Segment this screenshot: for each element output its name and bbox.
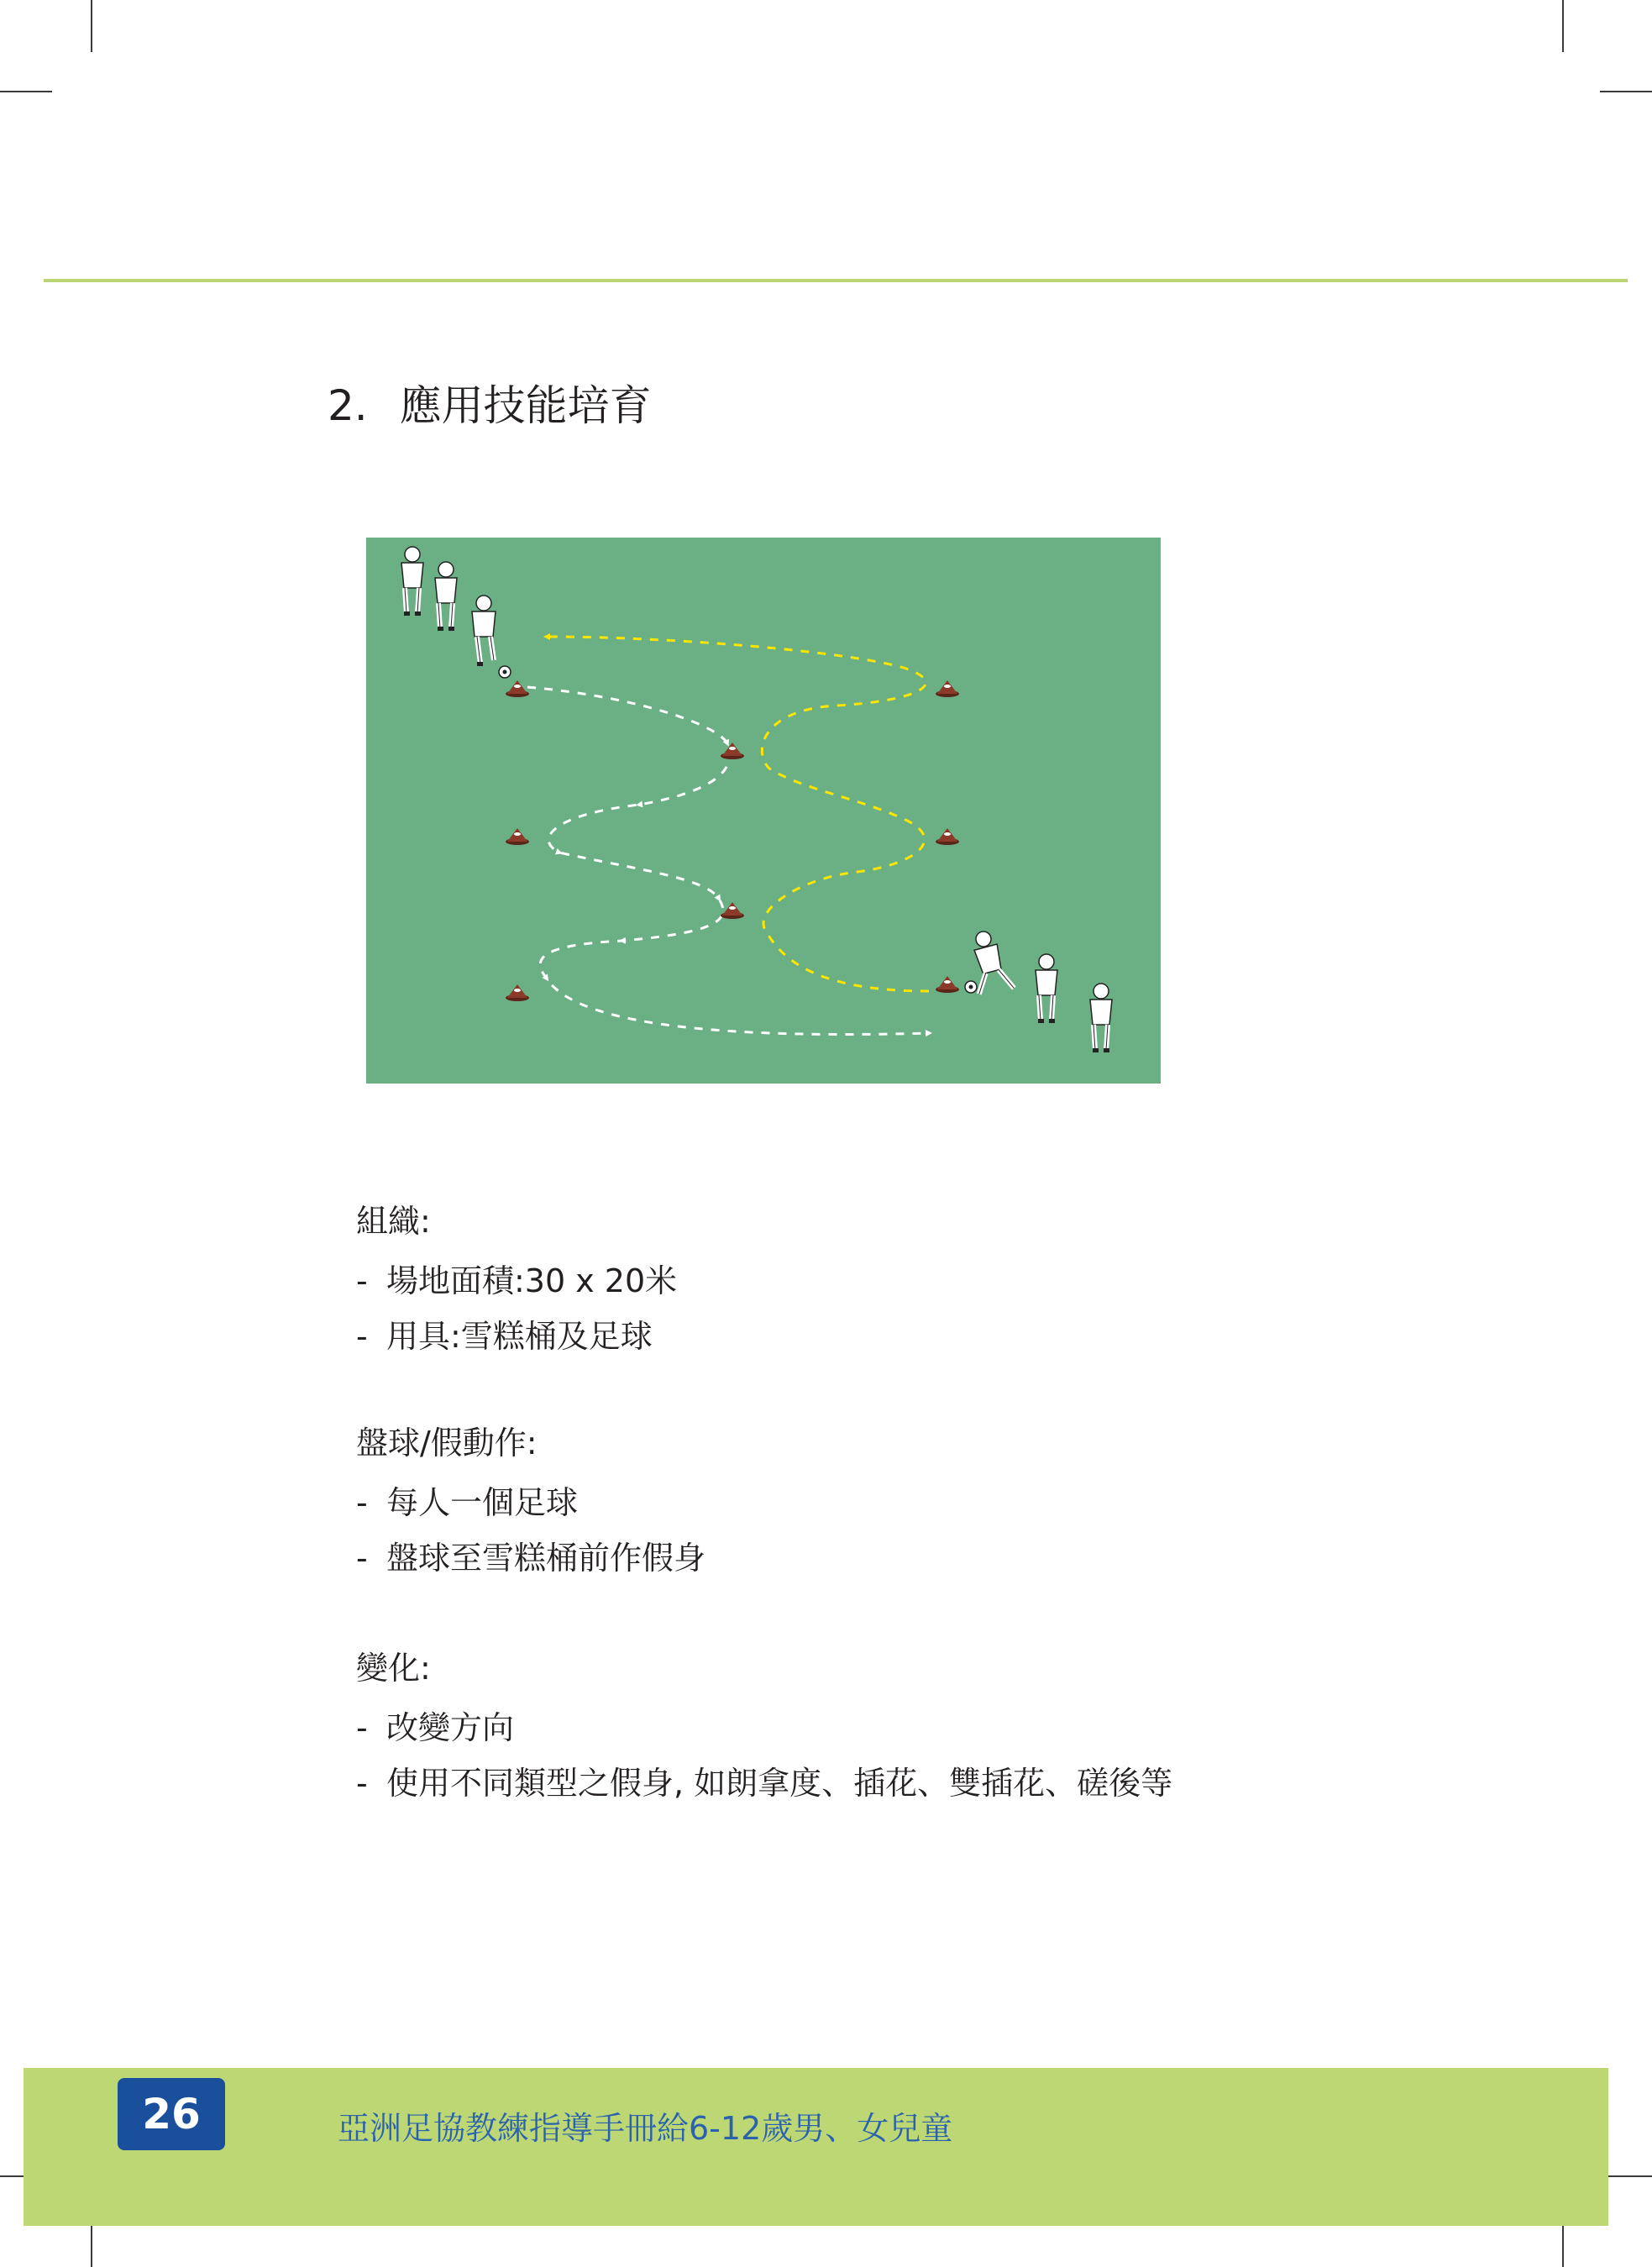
top-rule xyxy=(44,279,1628,282)
ball-icon xyxy=(965,981,977,993)
page-number-badge: 26 xyxy=(118,2078,225,2150)
bullet-list xyxy=(356,1253,677,1364)
list-item-text: 使用不同類型之假身, 如朗拿度、插花、雙插花、磋後等 xyxy=(386,1765,1173,1802)
list-item-text: 每人一個足球 xyxy=(386,1484,579,1521)
cone-icon xyxy=(721,743,744,759)
section-title: 變化: xyxy=(356,1650,431,1687)
section-title: 組織: xyxy=(356,1203,431,1240)
list-item-text: 盤球至雪糕桶前作假身 xyxy=(386,1540,706,1577)
cone-icon xyxy=(721,902,744,919)
cone-icon xyxy=(506,680,529,697)
list-item-text: 場地面積:30 x 20米 xyxy=(386,1262,678,1299)
crop-mark xyxy=(0,91,52,92)
heading-number: 2. xyxy=(328,381,368,430)
drill-diagram xyxy=(366,538,1161,1084)
cone-icon xyxy=(506,984,529,1001)
list-item-text: 改變方向 xyxy=(386,1709,515,1746)
cone-icon xyxy=(936,828,959,845)
list-item: - 用具:雪糕桶及足球 xyxy=(356,1318,653,1355)
player-icon xyxy=(472,596,496,666)
player-icon xyxy=(1090,984,1112,1052)
cone-icon xyxy=(506,828,529,845)
section-organization xyxy=(356,1196,677,1364)
player-icon xyxy=(435,562,457,631)
crop-mark xyxy=(1600,91,1652,92)
bullet-list xyxy=(356,1700,1172,1811)
list-item: - 使用不同類型之假身, 如朗拿度、插花、雙插花、磋後等 xyxy=(356,1765,1173,1802)
footer-title: 亞洲足協教練指導手冊給6-12歲男、女兒童 xyxy=(338,2110,953,2147)
yellow-dashed-arrow-path xyxy=(547,637,929,991)
list-item: - 場地面積:30 x 20米 xyxy=(356,1262,678,1299)
list-item: - 盤球至雪糕桶前作假身 xyxy=(356,1540,706,1577)
cone-icon xyxy=(936,680,959,697)
section-title: 盤球/假動作: xyxy=(356,1425,538,1461)
list-item-text: 用具:雪糕桶及足球 xyxy=(386,1318,653,1355)
bullet-list xyxy=(356,1475,705,1586)
list-item: - 每人一個足球 xyxy=(356,1484,579,1521)
section-dribbling xyxy=(356,1418,705,1586)
crop-mark xyxy=(91,0,92,52)
white-dashed-arrow-path xyxy=(527,687,929,1034)
list-item: - 改變方向 xyxy=(356,1709,515,1746)
section-heading xyxy=(328,376,652,435)
player-icon xyxy=(1036,954,1057,1023)
section-variations xyxy=(356,1643,1172,1811)
ball-icon xyxy=(499,666,511,678)
player-icon xyxy=(401,547,423,616)
crop-mark xyxy=(1562,0,1564,52)
cone-icon xyxy=(936,976,959,993)
heading-title: 應用技能培育 xyxy=(399,381,652,430)
